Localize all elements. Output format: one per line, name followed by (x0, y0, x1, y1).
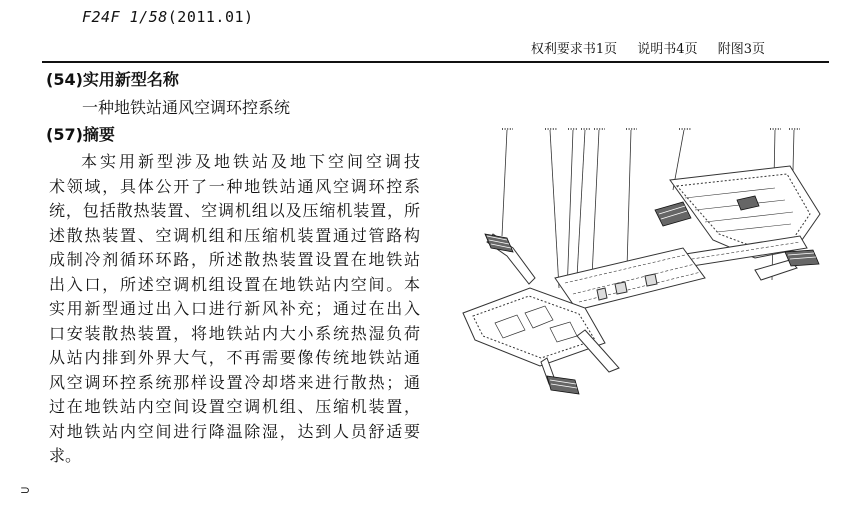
page-counts (515, 38, 765, 57)
abstract-line: 对地铁站内空间进行降温除湿，达到人员舒适要 (49, 421, 420, 441)
description-page-count: 说明书4页 (637, 42, 698, 57)
abstract-line: 术领域，具体公开了一种地铁站通风空调环控系 (49, 176, 420, 196)
abstract-line: 述散热装置、空调机组和压缩机装置通过管路构 (49, 225, 420, 245)
abstract-line: 从站内排到外界大气，不再需要像传统地铁站通 (49, 348, 420, 367)
abstract-line: 风空调环控系统那样设置冷却塔来进行散热；通 (49, 372, 420, 392)
abstract-line: 求。 (49, 446, 82, 465)
utility-model-name: 一种地铁站通风空调环控系统 (82, 98, 291, 117)
abstract-text (49, 150, 420, 469)
abstract-figure-subway-station (455, 118, 827, 403)
abstract-line: 口安装散热装置，将地铁站内大小系统热湿负荷 (49, 323, 420, 343)
abstract-line: 本实用新型涉及地铁站及地下空间空调技 (81, 152, 420, 171)
classification-date: (2011.01) (167, 8, 254, 26)
name-label: (54)实用新型名称 (46, 70, 179, 89)
abstract-label: (57)摘要 (46, 125, 115, 144)
abstract-line: 实用新型通过出入口进行新风补充；通过在出入 (49, 299, 420, 318)
drawings-page-count: 附图3页 (717, 42, 765, 57)
abstract-line: 成制冷剂循环环路，所述散热装置设置在地铁站 (49, 250, 420, 269)
classification (82, 8, 254, 26)
classification-code: F24F 1/58 (82, 8, 168, 26)
claims-page-count: 权利要求书1页 (530, 42, 618, 57)
margin-mark: ⊃ (20, 483, 31, 497)
station-platform (555, 248, 705, 310)
header-rule (42, 61, 829, 63)
abstract-line: 过在地铁站内空间设置空调机组、压缩机装置， (49, 397, 420, 416)
abstract-line: 统，包括散热装置、空调机组以及压缩机装置，所 (49, 201, 420, 220)
abstract-line: 出入口，所述空调机组设置在地铁站内空间。本 (49, 274, 420, 294)
